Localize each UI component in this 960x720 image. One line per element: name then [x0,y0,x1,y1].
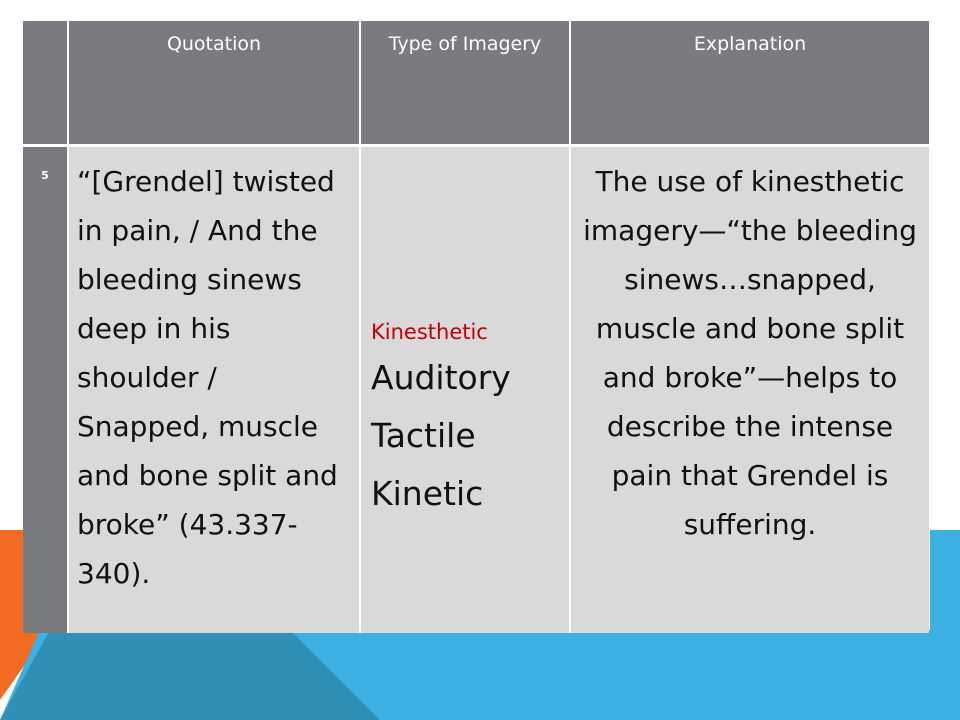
number-header [23,21,69,147]
imagery-type-cell [361,147,571,633]
row-number: 5 [23,147,69,633]
quotation-header: Quotation [69,21,361,147]
explanation-cell: The use of kinesthetic imagery—“the bleeding sinews…snapped, muscle and bone split and broke”—helps to describe the intense pain that Grendel is suffering. [571,147,929,633]
imagery-selected-answer: Kinesthetic [371,320,488,344]
blue-right-block [930,530,960,630]
header-row [23,21,929,147]
imagery-option-tactile: Tactile [371,416,476,455]
explanation-header: Explanation [571,21,929,147]
imagery-table [23,21,929,633]
imagery-option-kinetic: Kinetic [371,474,484,513]
type-of-imagery-header: Type of Imagery [361,21,571,147]
quotation-cell: “[Grendel] twisted in pain, / And the bleeding sinews deep in his shoulder / Snapped, muscle and bone split and broke” (43.337-340). [69,147,361,633]
imagery-option-auditory: Auditory [371,358,511,397]
table-row [23,147,929,633]
